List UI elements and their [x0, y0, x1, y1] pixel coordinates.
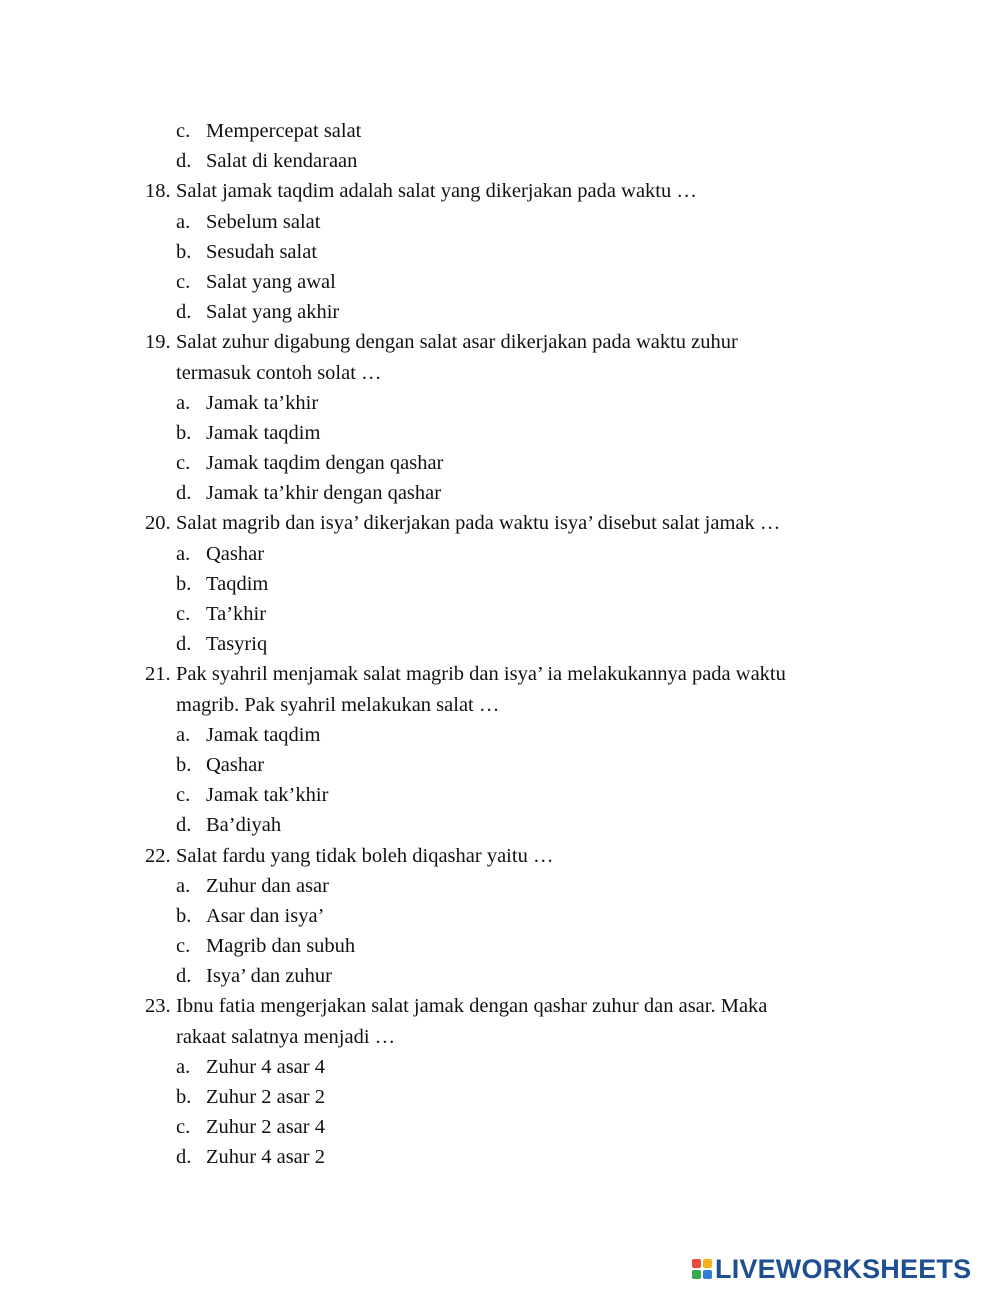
- answer-option: [0, 871, 1000, 901]
- answer-option: [0, 116, 1000, 146]
- option-letter: d.: [176, 301, 192, 324]
- option-letter: a.: [176, 210, 191, 233]
- logo-block: [692, 1259, 701, 1268]
- question: [0, 659, 1000, 689]
- option-letter: a.: [176, 1055, 191, 1078]
- option-text: Ba’diyah: [206, 814, 282, 837]
- answer-option: [0, 1142, 1000, 1172]
- liveworksheets-logo: [692, 1255, 971, 1283]
- answer-option: [0, 448, 1000, 478]
- answer-option: [0, 569, 1000, 599]
- question-text: Salat zuhur digabung dengan salat asar dikerjakan pada waktu zuhur: [176, 331, 738, 354]
- option-text: Jamak tak’khir: [206, 784, 329, 807]
- answer-option: [0, 207, 1000, 237]
- answer-option: [0, 901, 1000, 931]
- question-number: 19.: [145, 331, 171, 354]
- answer-option: [0, 478, 1000, 508]
- answer-option: [0, 961, 1000, 991]
- option-letter: a.: [176, 542, 191, 565]
- option-text: Zuhur 4 asar 4: [206, 1055, 325, 1078]
- question-text: Salat fardu yang tidak boleh diqashar yaitu …: [176, 844, 554, 867]
- answer-option: [0, 599, 1000, 629]
- logo-text: LIVEWORKSHEETS: [715, 1253, 972, 1284]
- option-letter: a.: [176, 391, 191, 414]
- option-letter: a.: [176, 723, 191, 746]
- answer-option: [0, 1112, 1000, 1142]
- question-number: 22.: [145, 844, 171, 867]
- question-number: 23.: [145, 995, 171, 1018]
- option-letter: b.: [176, 1086, 192, 1108]
- option-text: Tasyriq: [206, 633, 268, 656]
- answer-option: [0, 146, 1000, 176]
- option-letter: b.: [176, 572, 192, 595]
- question: [0, 327, 1000, 357]
- logo-block: [703, 1259, 712, 1268]
- answer-option: [0, 810, 1000, 840]
- option-letter: b.: [176, 240, 192, 263]
- question: [0, 176, 1000, 206]
- answer-option: [0, 267, 1000, 297]
- worksheet-content: [0, 116, 1000, 1173]
- option-letter: d.: [176, 1146, 192, 1169]
- answer-option: [0, 539, 1000, 569]
- option-letter: d.: [176, 633, 192, 656]
- option-text: Zuhur dan asar: [206, 874, 329, 897]
- question-text-continued: magrib. Pak syahril melakukan salat …: [176, 693, 500, 716]
- option-letter: c.: [176, 270, 191, 293]
- option-letter: c.: [176, 603, 191, 625]
- option-letter: d.: [176, 150, 192, 173]
- option-text: Zuhur 2 asar 4: [206, 1116, 325, 1139]
- answer-option: [0, 1082, 1000, 1112]
- option-text: Salat di kendaraan: [206, 150, 358, 173]
- option-letter: a.: [176, 874, 191, 897]
- question-text-continued: rakaat salatnya menjadi …: [176, 1025, 396, 1048]
- logo-block: [703, 1270, 712, 1279]
- answer-option: [0, 931, 1000, 961]
- option-text: Salat yang awal: [206, 270, 336, 293]
- question: [0, 991, 1000, 1021]
- question-text-continued: termasuk contoh solat …: [176, 361, 382, 384]
- option-letter: b.: [176, 753, 192, 776]
- answer-option: [0, 750, 1000, 780]
- answer-option: [0, 629, 1000, 659]
- option-text: Sebelum salat: [206, 210, 321, 233]
- option-text: Salat yang akhir: [206, 301, 340, 324]
- question: [0, 841, 1000, 871]
- question-text: Salat jamak taqdim adalah salat yang dikerjakan pada waktu …: [176, 180, 697, 203]
- logo-block: [692, 1270, 701, 1279]
- question: [0, 508, 1000, 538]
- option-text: Qashar: [206, 753, 265, 776]
- option-text: Ta’khir: [206, 603, 267, 625]
- option-text: Jamak taqdim: [206, 723, 321, 746]
- logo-blocks-icon: [692, 1259, 712, 1279]
- option-text: Qashar: [206, 542, 265, 565]
- option-text: Sesudah salat: [206, 240, 318, 263]
- option-letter: c.: [176, 935, 191, 958]
- answer-option: [0, 388, 1000, 418]
- question-text: Salat magrib dan isya’ dikerjakan pada waktu isya’ disebut salat jamak …: [176, 512, 781, 535]
- option-letter: d.: [176, 814, 192, 837]
- option-letter: c.: [176, 120, 191, 142]
- option-text: Isya’ dan zuhur: [206, 965, 332, 988]
- option-text: Jamak ta’khir: [206, 391, 319, 414]
- option-letter: b.: [176, 421, 192, 444]
- question-number: 21.: [145, 663, 171, 686]
- option-text: Mempercepat salat: [206, 120, 362, 142]
- option-letter: d.: [176, 482, 192, 505]
- option-text: Jamak ta’khir dengan qashar: [206, 482, 442, 505]
- question-text: Pak syahril menjamak salat magrib dan isya’ ia melakukannya pada waktu: [176, 663, 786, 686]
- answer-option: [0, 237, 1000, 267]
- option-letter: c.: [176, 452, 191, 475]
- question-number: 20.: [145, 512, 171, 535]
- option-letter: d.: [176, 965, 192, 988]
- answer-option: [0, 720, 1000, 750]
- option-letter: c.: [176, 784, 191, 807]
- option-letter: b.: [176, 904, 192, 927]
- option-text: Jamak taqdim dengan qashar: [206, 452, 444, 475]
- answer-option: [0, 297, 1000, 327]
- option-text: Taqdim: [206, 572, 269, 595]
- answer-option: [0, 780, 1000, 810]
- answer-option: [0, 1052, 1000, 1082]
- option-text: Asar dan isya’: [206, 904, 325, 927]
- option-text: Zuhur 4 asar 2: [206, 1146, 325, 1169]
- answer-option: [0, 418, 1000, 448]
- question-text: Ibnu fatia mengerjakan salat jamak dengan qashar zuhur dan asar. Maka: [176, 995, 768, 1018]
- option-letter: c.: [176, 1116, 191, 1139]
- question-number: 18.: [145, 180, 171, 203]
- option-text: Magrib dan subuh: [206, 935, 356, 958]
- option-text: Jamak taqdim: [206, 421, 321, 444]
- option-text: Zuhur 2 asar 2: [206, 1086, 325, 1108]
